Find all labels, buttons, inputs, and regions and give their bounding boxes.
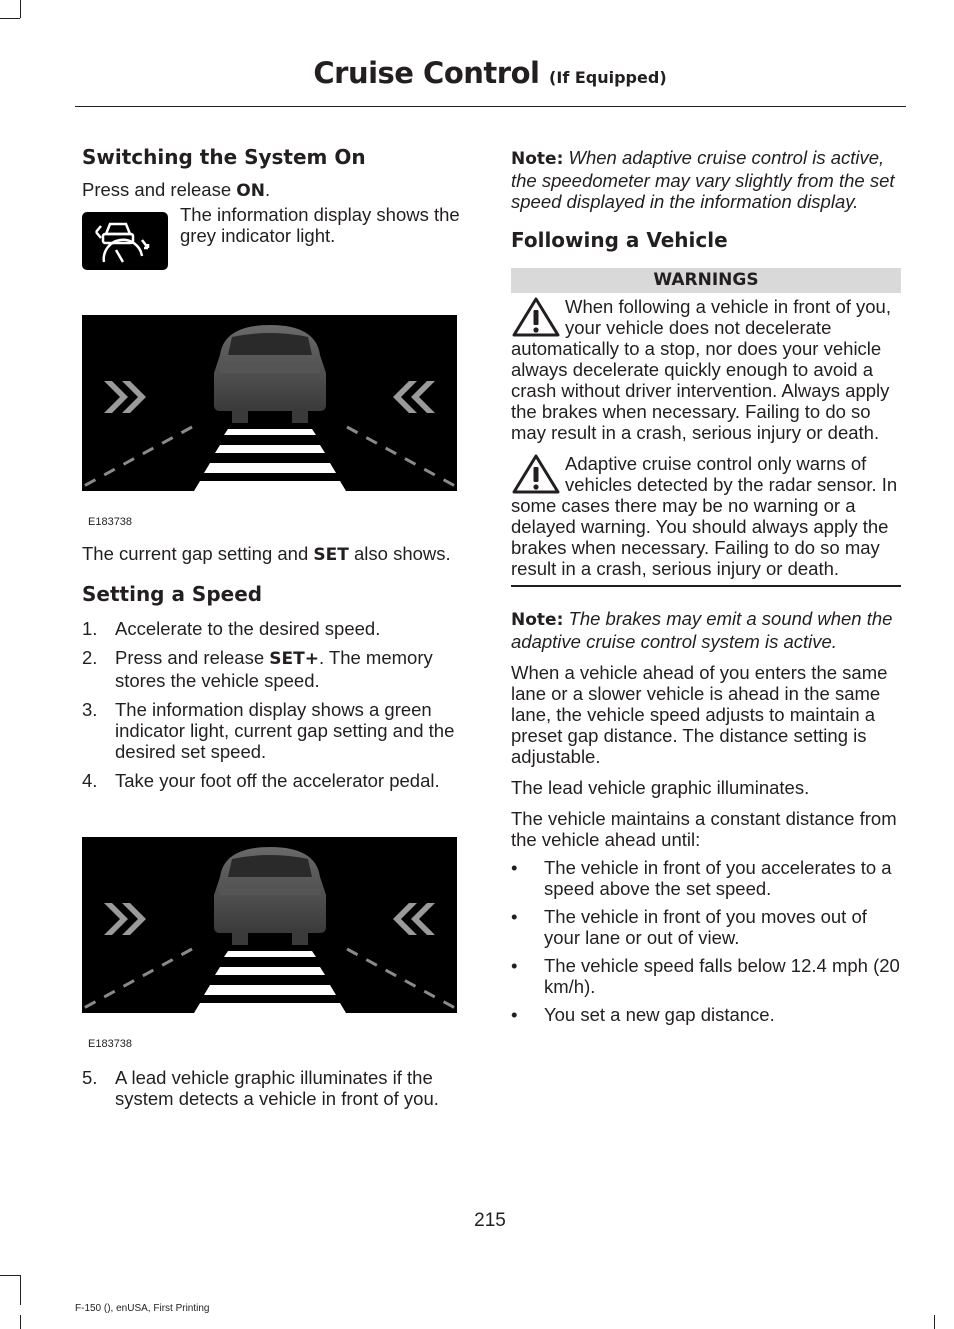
warnings-heading: WARNINGS (511, 268, 901, 293)
list-item (82, 647, 472, 691)
note-label: Note: (511, 610, 564, 630)
setting-speed-heading: Setting a Speed (82, 582, 263, 606)
header-rule (75, 106, 906, 107)
paragraph: The lead vehicle graphic illuminates. (511, 777, 810, 798)
left-column (82, 140, 472, 1109)
image-code: E183738 (88, 516, 133, 528)
list-item (82, 1067, 472, 1109)
warnings-divider (511, 585, 901, 587)
note-speedometer (511, 147, 901, 212)
warning-triangle-icon (511, 453, 561, 495)
note-brakes (511, 608, 901, 652)
paragraph: The vehicle maintains a constant distance from the vehicle ahead until: (511, 808, 897, 850)
step-number: 2. (82, 647, 98, 668)
bullet: • (511, 906, 518, 927)
note-text: The brakes may emit a sound when the adaptive cruise control system is active. (511, 608, 893, 652)
lead-vehicle-icon (214, 325, 326, 423)
step-number: 4. (82, 770, 98, 791)
step-text: A lead vehicle graphic illuminates if the system detects a vehicle in front of you. (115, 1067, 439, 1109)
lead-vehicle-icon (214, 847, 326, 945)
press-release-on-text (82, 179, 472, 202)
crop-mark (20, 0, 21, 18)
list-item (82, 618, 472, 639)
list-item (82, 770, 472, 791)
step-five-list (82, 1067, 472, 1109)
right-column (511, 140, 901, 1025)
press-release-suffix: . (264, 179, 271, 200)
warning-block (511, 296, 901, 443)
bullet-text: The vehicle speed falls below 12.4 mph (20 km/h). (544, 955, 900, 997)
list-item (511, 1004, 901, 1025)
gap-setting-text (82, 543, 472, 566)
warning-triangle-icon (511, 296, 561, 338)
set-button-label: SET (313, 545, 349, 565)
bullet-text: The vehicle in front of you accelerates to a speed above the set speed. (544, 857, 892, 899)
note-label: Note: (511, 149, 564, 169)
following-heading: Following a Vehicle (511, 228, 728, 252)
crop-mark (0, 18, 20, 19)
crop-mark (20, 1315, 21, 1329)
set-plus-button-label: SET+ (269, 649, 319, 669)
bullet: • (511, 955, 518, 976)
list-item (511, 906, 901, 948)
footer-text: F-150 (), enUSA, First Printing (75, 1303, 210, 1314)
step-text-post: . The memory stores the vehicle speed. (115, 647, 433, 691)
step-number: 1. (82, 618, 98, 639)
press-release-prefix: Press and release (82, 179, 237, 200)
gap-text-prefix: The current gap setting and (82, 543, 314, 564)
step-number: 3. (82, 699, 98, 720)
crop-mark (934, 1315, 935, 1329)
indicator-text: The information display shows the grey indicator light. (180, 204, 460, 246)
image-code: E183738 (88, 1038, 133, 1050)
page-title (0, 56, 954, 90)
switching-heading: Switching the System On (82, 145, 366, 169)
gap-setting-graphic (82, 315, 457, 491)
page-title-main: Cruise Control (313, 56, 540, 90)
bullet-text: The vehicle in front of you moves out of your lane or out of view. (544, 906, 867, 948)
step-text-pre: Press and release (115, 647, 270, 668)
step-text: Accelerate to the desired speed. (115, 618, 381, 639)
page-number: 215 (474, 1210, 506, 1231)
step-text: Take your foot off the accelerator pedal. (115, 770, 440, 791)
list-item (511, 955, 901, 997)
bullet: • (511, 1004, 518, 1025)
gap-text-suffix: also shows. (348, 543, 451, 564)
conditions-list (511, 857, 901, 1025)
list-item (82, 699, 472, 762)
step-text (115, 647, 472, 691)
warning-text: When following a vehicle in front of you, your vehicle does not decelerate automatically to a stop, nor does your vehicle always decelerate quickly enough to avoid a crash without driver intervention. Always apply the brakes when necessary. Failing to do so may result in a crash, serious injury or death. (511, 296, 891, 443)
speed-steps-list (82, 618, 472, 791)
bullet-text: You set a new gap distance. (544, 1004, 775, 1025)
paragraph: When a vehicle ahead of you enters the same lane or a slower vehicle is ahead in the same lane, the vehicle speed adjusts to maintain a preset gap distance. The distance setting is adjustable. (511, 662, 888, 767)
note-text: When adaptive cruise control is active, the speedometer may vary slightly from the set speed displayed in the information display. (511, 147, 895, 212)
list-item (511, 857, 901, 899)
lead-vehicle-graphic (82, 837, 457, 1013)
adaptive-cruise-indicator-icon (82, 212, 168, 270)
crop-mark (0, 1275, 20, 1276)
crop-mark (20, 1275, 21, 1305)
on-button-label: ON (236, 181, 265, 201)
step-number: 5. (82, 1067, 98, 1088)
page-title-subtitle: (If Equipped) (549, 68, 667, 87)
indicator-row (82, 204, 472, 270)
step-text: The information display shows a green indicator light, current gap setting and the desired set speed. (115, 699, 455, 762)
warning-text: Adaptive cruise control only warns of vehicles detected by the radar sensor. In some cases there may be no warning or a delayed warning. You should always apply the brakes when necessary. Failing to do so may result in a crash, serious injury or death. (511, 453, 898, 579)
bullet: • (511, 857, 518, 878)
warning-block (511, 453, 901, 579)
